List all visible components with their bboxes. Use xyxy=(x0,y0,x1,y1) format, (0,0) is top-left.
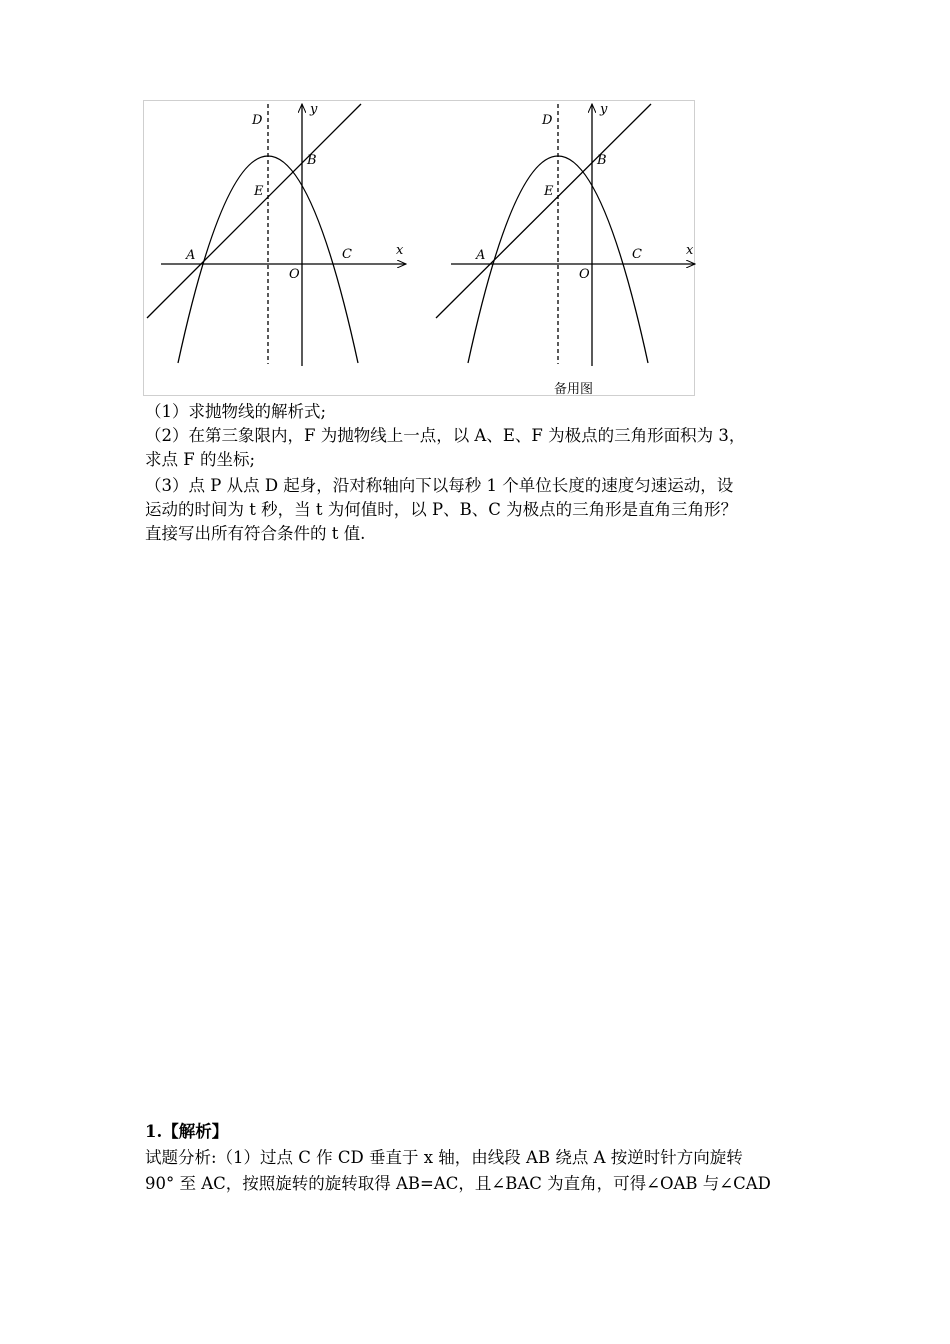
left-label-a: A xyxy=(186,248,196,263)
question-2-line-1: （2）在第三象限内，F 为抛物线上一点，以 A、E、F 为极点的三角形面积为 3， xyxy=(145,426,746,445)
question-3-line-1: （3）点 P 从点 D 起身，沿对称轴向下以每秒 1 个单位长度的速度匀速运动，设 xyxy=(145,476,734,495)
left-graph xyxy=(147,102,406,366)
left-label-x: x xyxy=(396,243,404,258)
left-label-b: B xyxy=(307,153,317,168)
figure-svg xyxy=(144,101,696,397)
left-label-e: E xyxy=(254,184,264,199)
right-label-d: D xyxy=(542,113,553,128)
right-figure-caption: 备用图 xyxy=(554,382,594,397)
solution-heading: 1.【解析】 xyxy=(145,1122,229,1141)
right-graph xyxy=(436,102,695,397)
right-label-o: O xyxy=(579,267,590,282)
right-label-a: A xyxy=(476,248,486,263)
solution-line-2: 90° 至 AC，按照旋转的旋转取得 AB=AC，且∠BAC 为直角，可得∠OAB 与∠CAD xyxy=(145,1174,771,1193)
left-label-o: O xyxy=(289,267,300,282)
question-1: （1）求抛物线的解析式; xyxy=(145,402,327,421)
question-3-line-2: 运动的时间为 t 秒，当 t 为何值时，以 P、B、C 为极点的三角形是直角三角形？ xyxy=(145,500,738,519)
right-label-x: x xyxy=(686,243,694,258)
right-label-e: E xyxy=(544,184,554,199)
question-3-line-3: 直接写出所有符合条件的 t 值. xyxy=(145,524,366,543)
question-2-line-2: 求点 F 的坐标; xyxy=(145,450,255,469)
right-line-ab xyxy=(436,104,651,318)
solution-line-1: 试题分析:（1）过点 C 作 CD 垂直于 x 轴，由线段 AB 绕点 A 按逆时针方向旋转 xyxy=(145,1148,743,1167)
left-line-ab xyxy=(147,104,361,318)
right-label-y: y xyxy=(600,102,608,117)
right-label-b: B xyxy=(597,153,607,168)
figure-frame xyxy=(143,100,695,396)
left-label-y: y xyxy=(310,102,318,117)
right-label-c: C xyxy=(632,247,642,262)
left-label-d: D xyxy=(252,113,263,128)
left-label-c: C xyxy=(342,247,352,262)
